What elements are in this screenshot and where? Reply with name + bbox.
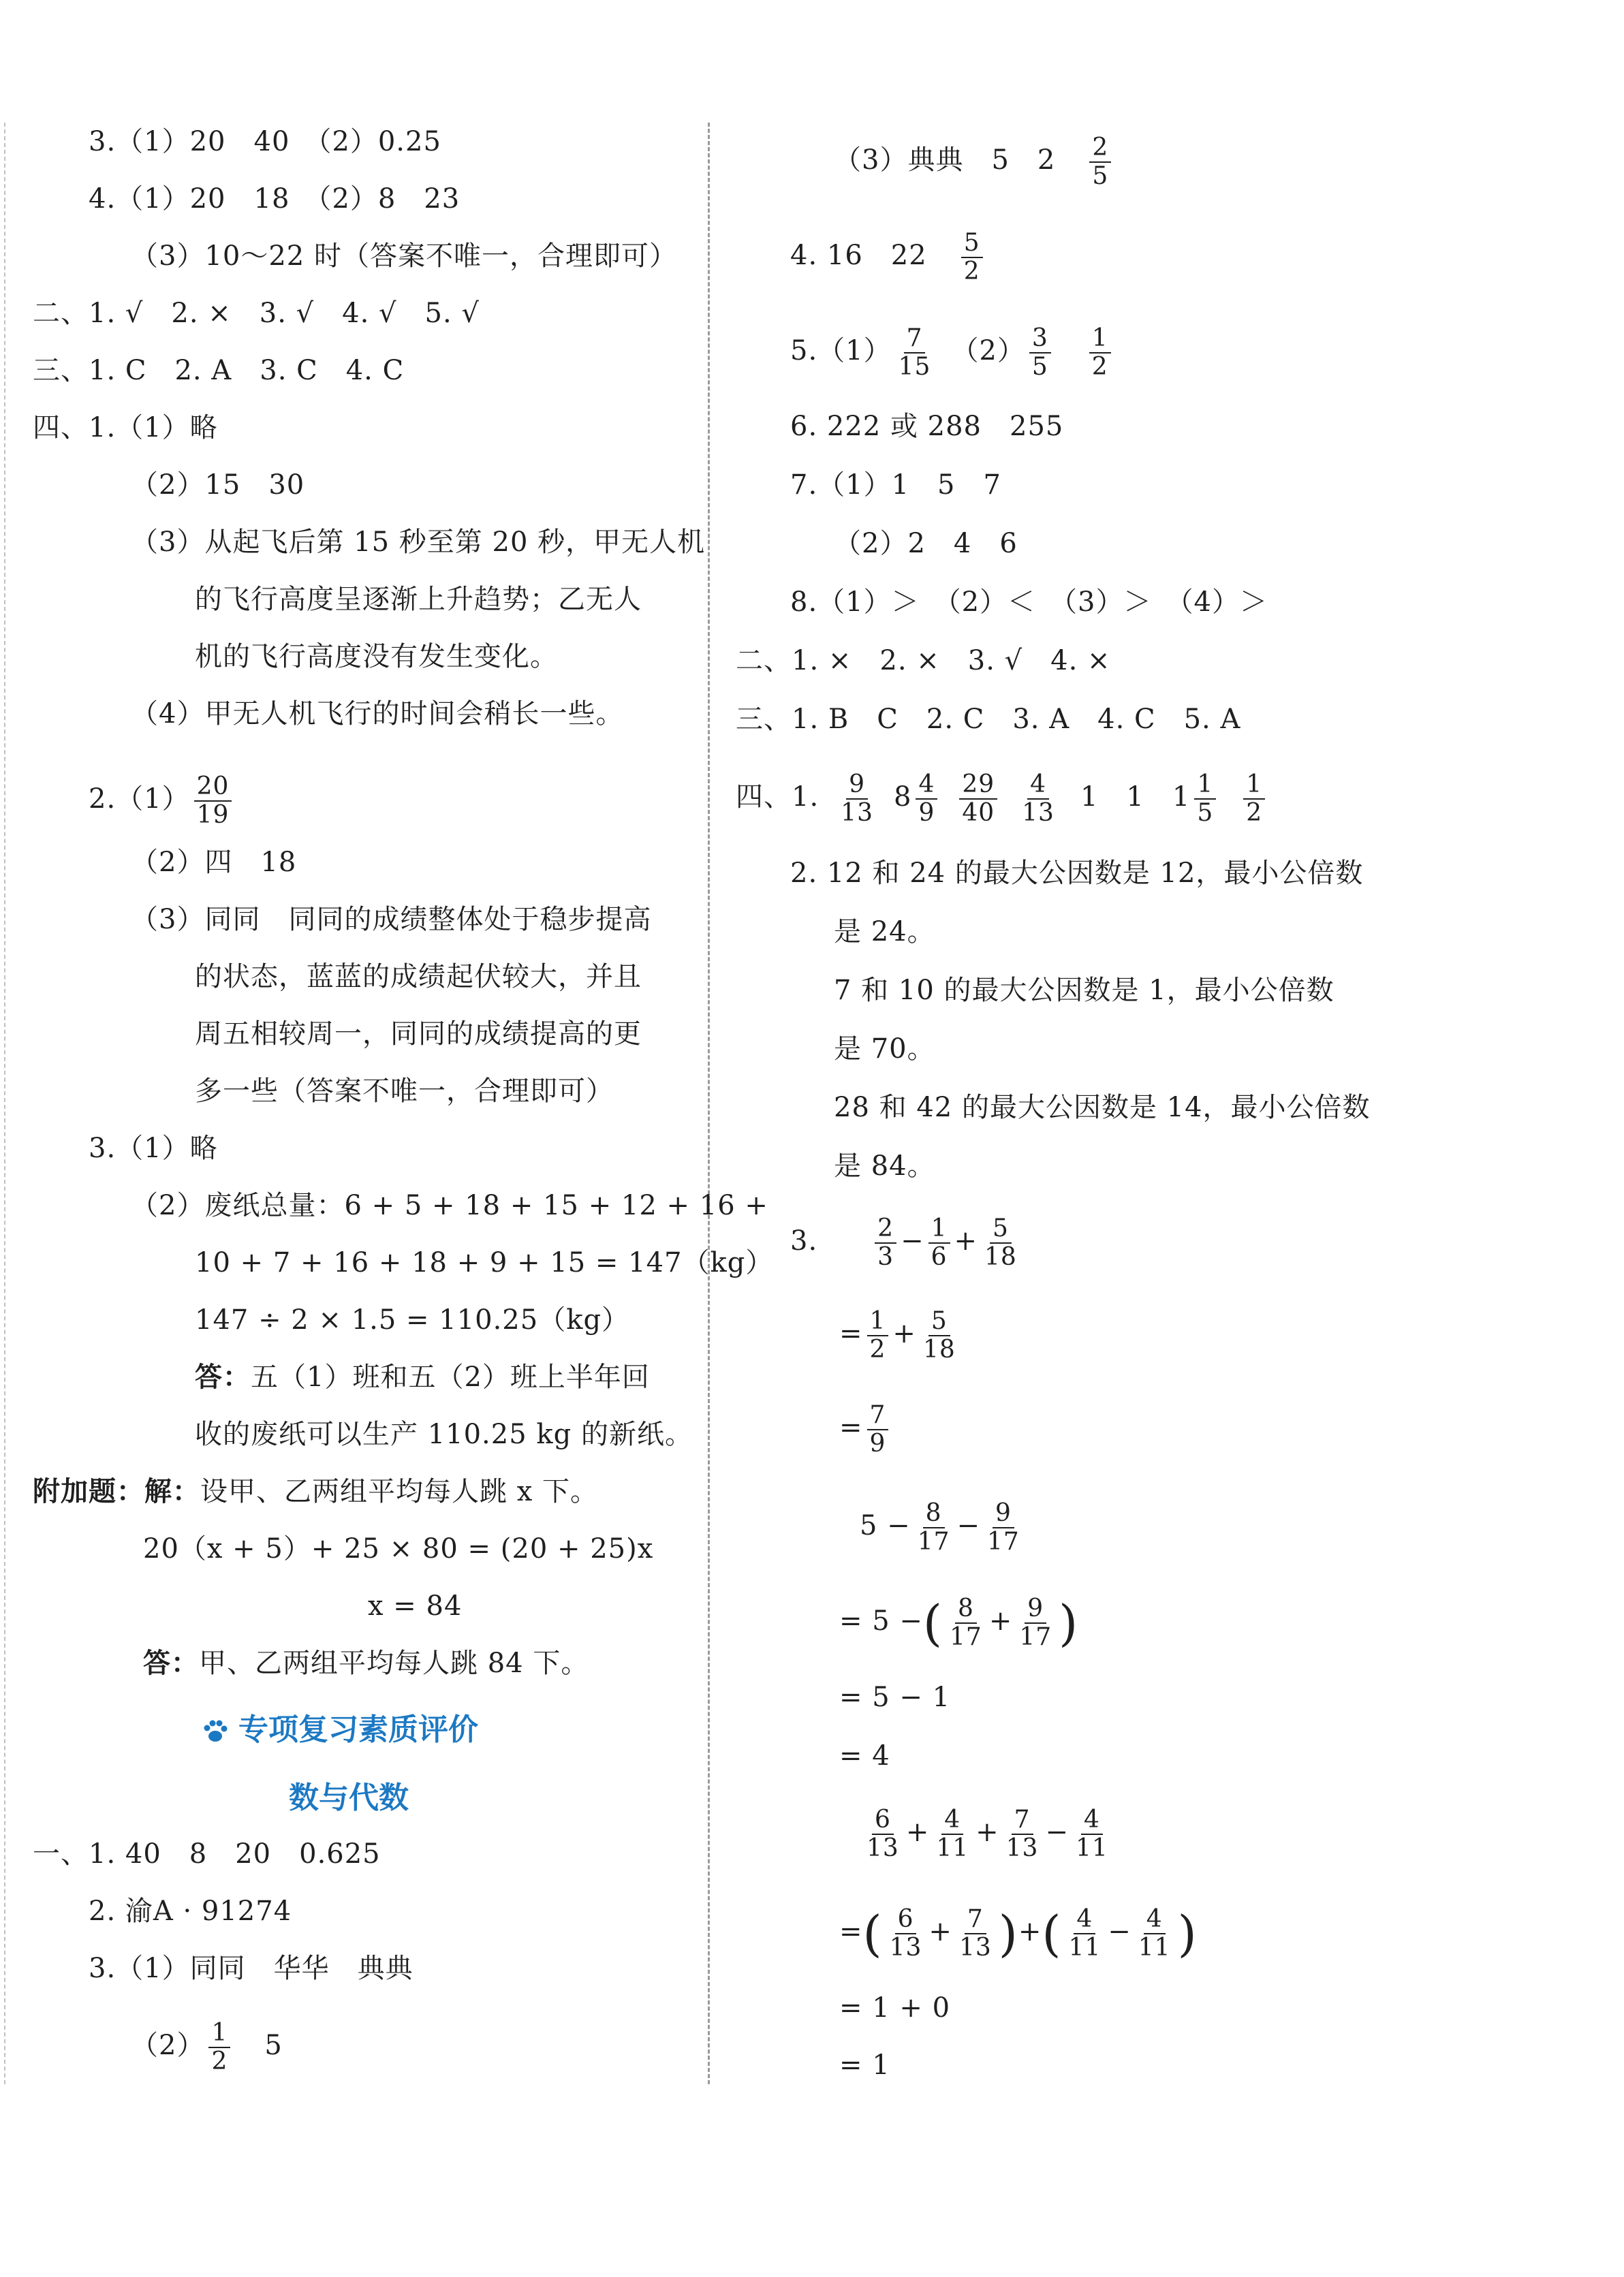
- answer-line: 2. 12 和 24 的最大公因数是 12，最小公倍数: [790, 858, 1364, 889]
- fraction: [982, 1215, 1020, 1271]
- fraction: [1136, 1906, 1174, 1962]
- numerator: 6: [872, 1806, 894, 1835]
- answer-line: 147 ÷ 2 × 1.5 = 110.25（kg）: [195, 1304, 630, 1336]
- fraction: [875, 1215, 896, 1271]
- operator: =: [839, 1412, 863, 1443]
- operator: −: [901, 1225, 924, 1257]
- answer-line: 2. 渝A · 91274: [89, 1896, 292, 1927]
- paren: (: [922, 1595, 943, 1652]
- answer-line: 收的废纸可以生产 110.25 kg 的新纸。: [195, 1419, 693, 1450]
- column-divider: [708, 123, 710, 2084]
- denominator: 9: [918, 799, 935, 827]
- operator: =: [839, 1318, 863, 1349]
- numerator: 6: [895, 1906, 917, 1934]
- answer-line: 是 24。: [834, 916, 935, 947]
- fraction: [933, 1806, 971, 1862]
- numerator: 8: [955, 1595, 977, 1624]
- equation-line: 20（x + 5）+ 25 × 80 = (20 + 25)x: [143, 1533, 654, 1565]
- answer-line: （2）废纸总量：6 + 5 + 18 + 15 + 12 + 16 +: [131, 1190, 768, 1221]
- answer-line: （2）2 4 6: [834, 528, 1018, 559]
- calc-line: [839, 1900, 1198, 1963]
- fraction: [867, 1308, 889, 1364]
- answer-line: 二、1. × 2. × 3. √ 4. ×: [736, 645, 1111, 676]
- answer-label: 答：: [143, 1647, 199, 1679]
- numerator: 1: [928, 1215, 950, 1244]
- answer-label: 2.（1）: [89, 783, 190, 815]
- answer-line: [195, 1360, 650, 1395]
- fraction: [956, 1906, 995, 1962]
- operator: +: [975, 1817, 999, 1848]
- operand: 5 −: [860, 1510, 911, 1541]
- answer-line: 二、1. √ 2. × 3. √ 4. √ 5. √: [33, 298, 480, 329]
- numerator: 4: [1074, 1906, 1095, 1934]
- operator: −: [1108, 1916, 1131, 1947]
- operator: −: [1045, 1817, 1069, 1848]
- operand: = 5 −: [839, 1605, 923, 1637]
- operator: +: [892, 1318, 916, 1349]
- fraction: [1029, 325, 1051, 381]
- answer-line: 10 + 7 + 16 + 18 + 9 + 15 = 147（kg）: [195, 1247, 774, 1278]
- numerator: 1: [867, 1308, 889, 1336]
- numerator: 2: [1089, 134, 1111, 163]
- numerator: 9: [993, 1500, 1014, 1528]
- fraction: [1065, 1906, 1104, 1962]
- subsection-heading: 数与代数: [289, 1780, 409, 1815]
- denominator: 18: [984, 1243, 1017, 1271]
- numerator: 29: [959, 771, 997, 800]
- operator: +: [905, 1817, 930, 1848]
- numerator: 9: [1025, 1595, 1046, 1624]
- answer-line: 多一些（答案不唯一，合理即可）: [195, 1075, 614, 1107]
- denominator: 13: [1005, 1834, 1039, 1862]
- answer-line: 四、1.（1）略: [33, 412, 218, 443]
- paren: ): [1059, 1595, 1079, 1652]
- numerator: 4: [1081, 1806, 1103, 1835]
- calc-line: = 1: [839, 2050, 890, 2081]
- numerator: 7: [1012, 1806, 1033, 1835]
- answer-line: 是 70。: [834, 1033, 935, 1065]
- answer-line: 6. 222 或 288 255: [790, 411, 1064, 442]
- calc-line: = 4: [839, 1740, 890, 1772]
- numerator: 7: [965, 1906, 986, 1934]
- answer-line: 28 和 42 的最大公因数是 14，最小公倍数: [834, 1092, 1371, 1123]
- operator: =: [839, 1916, 863, 1947]
- denominator: 17: [987, 1528, 1020, 1556]
- answer-line-fraction: [736, 766, 1269, 828]
- left-margin-rule: [4, 123, 5, 2084]
- numerator: 8: [923, 1500, 945, 1528]
- calc-line: = 5 − 1: [839, 1682, 951, 1713]
- numerator: 2: [875, 1215, 896, 1244]
- fraction: [1194, 771, 1216, 827]
- denominator: 6: [931, 1243, 948, 1271]
- answer-line: （3）同同 同同的成绩整体处于稳步提高: [131, 904, 652, 935]
- fraction: [1019, 771, 1057, 827]
- operator: −: [956, 1510, 981, 1541]
- fraction: [838, 771, 876, 827]
- answer-line: （2）四 18: [131, 847, 297, 878]
- numerator: 3: [1029, 325, 1051, 354]
- answer-line: 7 和 10 的最大公因数是 1，最小公倍数: [834, 975, 1334, 1006]
- answer-line-fraction: [790, 225, 987, 286]
- numerator: 4: [941, 1806, 963, 1835]
- paren: (: [1042, 1905, 1062, 1962]
- answer-label: 四、1.: [736, 781, 819, 813]
- answer-label: （2）: [951, 335, 1025, 366]
- calc-line: [839, 1396, 892, 1459]
- paren: ): [1177, 1905, 1198, 1962]
- denominator: 2: [963, 257, 980, 285]
- denominator: 19: [196, 801, 230, 829]
- denominator: 2: [1246, 799, 1263, 827]
- answer-line: （3）10～22 时（答案不唯一，合理即可）: [131, 240, 677, 272]
- question-number: 3.: [790, 1225, 818, 1257]
- answer-line-fraction: [790, 320, 1115, 381]
- denominator: 13: [958, 1934, 992, 1962]
- operator: +: [954, 1225, 978, 1257]
- answer-line: [33, 1474, 598, 1509]
- calc-line: [839, 1302, 963, 1365]
- numerator: 4: [916, 771, 937, 800]
- operator: +: [928, 1916, 952, 1947]
- fraction: [1073, 1806, 1111, 1862]
- answer-line-fraction: [834, 129, 1115, 191]
- denominator: 13: [889, 1934, 922, 1962]
- answer-values: 1 1 1: [1080, 781, 1191, 813]
- section-heading: [202, 1711, 478, 1749]
- fraction: [961, 230, 983, 285]
- section-heading-text: 专项复习素质评价: [238, 1712, 478, 1747]
- numerator: 7: [867, 1402, 889, 1430]
- denominator: 11: [1138, 1934, 1171, 1962]
- fraction: [1089, 325, 1111, 381]
- answer-line: 的状态，蓝蓝的成绩起伏较大，并且: [195, 961, 642, 992]
- denominator: 40: [962, 799, 995, 827]
- denominator: 17: [1019, 1623, 1052, 1651]
- denominator: 17: [917, 1528, 950, 1556]
- denominator: 17: [950, 1623, 982, 1651]
- answer-label: 答：: [195, 1361, 251, 1393]
- calc-line: = 1 + 0: [839, 1992, 951, 2024]
- answer-line: （3）从起飞后第 15 秒至第 20 秒，甲无人机: [131, 527, 706, 558]
- denominator: 3: [877, 1243, 894, 1271]
- fraction: [864, 1806, 902, 1862]
- paw-icon: [202, 1718, 229, 1745]
- denominator: 11: [1068, 1934, 1102, 1962]
- answer-line: （2）15 30: [131, 469, 305, 501]
- answer-label: （2）: [131, 2030, 205, 2061]
- answer-line: 三、1. B C 2. C 3. A 4. C 5. A: [736, 704, 1241, 735]
- calc-line: [860, 1801, 1115, 1864]
- answer-line: 是 84。: [834, 1150, 935, 1182]
- solution-label: 解：: [144, 1475, 200, 1507]
- denominator: 2: [211, 2047, 228, 2075]
- answer-line: 3.（1）同同 华华 典典: [89, 1953, 413, 1984]
- operator: +: [1018, 1916, 1042, 1947]
- fraction: [915, 1500, 953, 1556]
- answer-line: 三、1. C 2. A 3. C 4. C: [33, 355, 405, 386]
- operator: +: [988, 1605, 1013, 1637]
- denominator: 13: [841, 799, 873, 827]
- fraction: [916, 771, 937, 827]
- fraction: [959, 771, 997, 827]
- answer-line: 4.（1）20 18 （2）8 23: [89, 183, 460, 215]
- denominator: 11: [1075, 1834, 1108, 1862]
- answer-text: （3）典典 5 2: [834, 144, 1056, 176]
- numerator: 1: [1089, 325, 1111, 354]
- answer-line: 机的飞行高度没有发生变化。: [195, 641, 558, 672]
- calc-line: [860, 1494, 1027, 1557]
- denominator: 5: [1092, 162, 1109, 190]
- numerator: 5: [990, 1215, 1012, 1244]
- answer-label: 5.（1）: [790, 335, 892, 366]
- answer-line: 3.（1）20 40 （2）0.25: [89, 126, 441, 157]
- numerator: 4: [1027, 771, 1049, 800]
- answer-line: 3.（1）略: [89, 1133, 218, 1164]
- paren: ): [998, 1905, 1018, 1962]
- numerator: 5: [928, 1308, 950, 1336]
- fraction: [984, 1500, 1022, 1556]
- denominator: 18: [922, 1336, 956, 1364]
- calc-line: [839, 1590, 1078, 1652]
- numerator: 1: [1194, 771, 1216, 800]
- denominator: 2: [869, 1336, 886, 1364]
- fraction: [867, 1402, 889, 1458]
- fraction: [920, 1308, 958, 1364]
- fraction: [896, 325, 934, 381]
- answer-line: [143, 1646, 589, 1681]
- denominator: 13: [1022, 799, 1055, 827]
- calc-line: [790, 1210, 1024, 1272]
- fraction: [1243, 771, 1265, 827]
- fraction: [887, 1906, 925, 1962]
- numerator: 4: [1144, 1906, 1166, 1934]
- answer-line: 一、1. 40 8 20 0.625: [33, 1838, 381, 1870]
- fraction: [947, 1595, 985, 1651]
- fraction: [1089, 134, 1111, 190]
- equation-line: x = 84: [368, 1590, 463, 1622]
- denominator: 5: [1031, 353, 1048, 381]
- fraction: [208, 2020, 230, 2075]
- answer-line-fraction: [89, 768, 236, 830]
- answer-line: 8.（1）＞ （2）＜ （3）＞ （4）＞: [790, 586, 1268, 618]
- whole-number: 8: [893, 781, 912, 813]
- answer-line-fraction: [131, 2015, 283, 2076]
- denominator: 5: [1197, 799, 1214, 827]
- numerator: 9: [846, 771, 868, 800]
- denominator: 15: [898, 353, 931, 381]
- bonus-label: 附加题：: [33, 1475, 144, 1507]
- answer-text: 4. 16 22: [790, 240, 927, 271]
- answer-text: 设甲、乙两组平均每人跳 x 下。: [200, 1476, 598, 1507]
- fraction: [928, 1215, 950, 1271]
- numerator: 1: [1243, 771, 1265, 800]
- denominator: 2: [1091, 353, 1108, 381]
- numerator: 20: [194, 773, 232, 802]
- answer-line: 的飞行高度呈逐渐上升趋势；乙无人: [195, 584, 642, 615]
- fraction: [1003, 1806, 1042, 1862]
- paren: (: [862, 1905, 883, 1962]
- numerator: 7: [904, 325, 926, 354]
- fraction: [194, 773, 232, 829]
- answer-line: 周五相较周一，同同的成绩提高的更: [195, 1018, 642, 1050]
- answer-value: 5: [264, 2030, 283, 2061]
- answer-text: 五（1）班和五（2）班上半年回: [251, 1362, 650, 1393]
- numerator: 5: [961, 230, 983, 258]
- denominator: 9: [869, 1430, 886, 1458]
- answer-text: 甲、乙两组平均每人跳 84 下。: [199, 1648, 589, 1679]
- denominator: 13: [866, 1834, 899, 1862]
- fraction: [1016, 1595, 1055, 1651]
- answer-line: （4）甲无人机飞行的时间会稍长一些。: [131, 698, 624, 729]
- numerator: 1: [208, 2020, 230, 2048]
- answer-line: 7.（1）1 5 7: [790, 469, 1001, 501]
- denominator: 11: [936, 1834, 969, 1862]
